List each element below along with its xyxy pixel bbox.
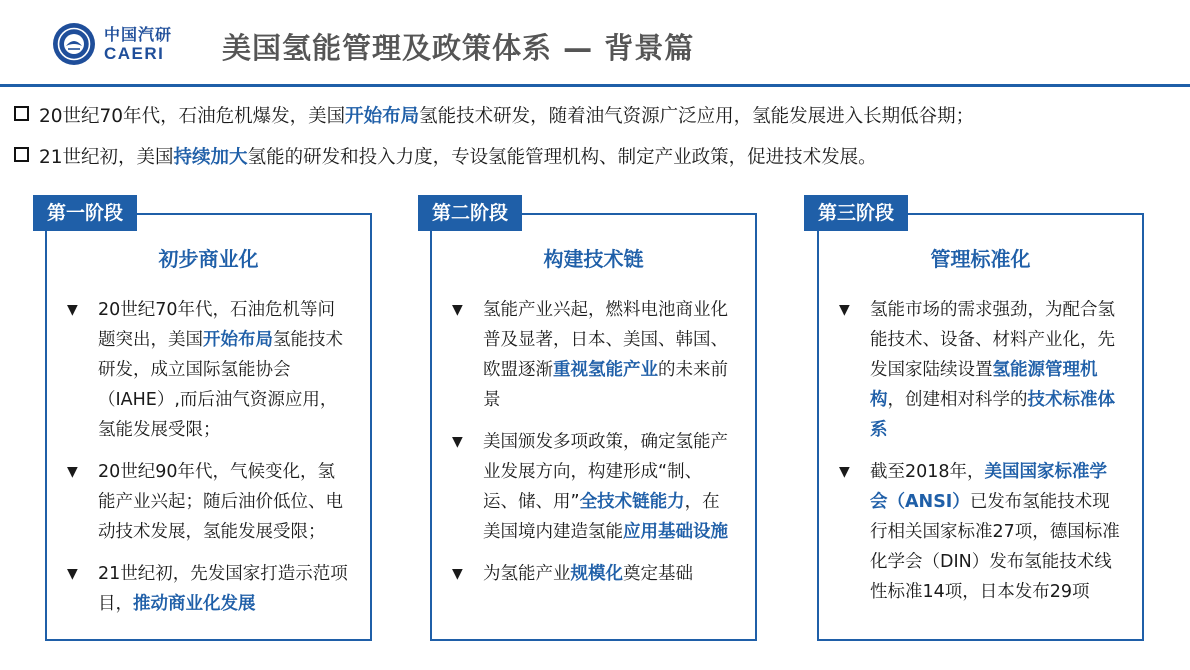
triangle-bullet-icon: ▼ (67, 302, 78, 318)
triangle-bullet-icon: ▼ (452, 566, 463, 582)
stage-3-tab: 第三阶段 (804, 195, 908, 231)
stage-2-subtitle: 构建技术链 (543, 247, 644, 271)
triangle-bullet-icon: ▼ (67, 464, 78, 480)
bullet-text: 氢能技术研发，随着油气资源广泛应用，氢能发展进入长期低谷期； (419, 106, 975, 127)
stage-3-card (817, 213, 1144, 641)
stage-1-tab: 第一阶段 (33, 195, 137, 231)
stage-3-items (837, 295, 1124, 619)
logo-english-name: CAERI (104, 44, 165, 63)
list-item: ▼ 20世纪90年代，气候变化，氢能产业兴起；随后油价低位、电动技术发展，氢能发展受限； (65, 457, 352, 547)
bullet-highlight: 持续加大 (173, 147, 248, 168)
square-bullet-icon (14, 106, 29, 121)
list-item: ▼ 氢能市场的需求强劲，为配合氢能技术、设备、材料产业化，先发国家陆续设置氢能源管理机构，创建相对科学的技术标准体系 (837, 295, 1124, 445)
caeri-logo-icon (52, 22, 96, 66)
triangle-bullet-icon: ▼ (839, 302, 850, 318)
header-divider (0, 84, 1190, 87)
stage-1-subtitle: 初步商业化 (158, 247, 259, 271)
list-item: ▼ 为氢能产业规模化奠定基础 (450, 559, 737, 589)
stage-2-tab: 第二阶段 (418, 195, 522, 231)
logo-chinese-name: 中国汽研 (104, 25, 173, 44)
bullet-text: 20世纪70年代，石油危机爆发，美国 (39, 106, 346, 127)
list-item: ▼ 20世纪70年代，石油危机等问题突出，美国开始布局氢能技术研发，成立国际氢能协会（IAHE）,而后油气资源应用，氢能发展受限； (65, 295, 352, 445)
page-title: 美国氢能管理及政策体系 — 背景篇 (222, 31, 695, 65)
triangle-bullet-icon: ▼ (452, 434, 463, 450)
list-item: ▼ 美国颁发多项政策，确定氢能产业发展方向，构建形成“制、运、储、用”全技术链能力，在美国境内建造氢能应用基础设施 (450, 427, 737, 547)
header (0, 0, 1190, 86)
stage-1-items (65, 295, 352, 631)
square-bullet-icon (14, 147, 29, 162)
stage-1-card (45, 213, 372, 641)
intro-bullet-2 (14, 145, 877, 171)
bullet-highlight: 开始布局 (345, 106, 420, 127)
triangle-bullet-icon: ▼ (839, 464, 850, 480)
bullet-text: 21世纪初，美国 (39, 147, 174, 168)
list-item: ▼ 21世纪初，先发国家打造示范项目，推动商业化发展 (65, 559, 352, 619)
stage-3-subtitle: 管理标准化 (930, 247, 1031, 271)
list-item: ▼ 截至2018年，美国国家标准学会（ANSI）已发布氢能技术现行相关国家标准27项，德国标准化学会（DIN）发布氢能技术线性标准14项，日本发布29项 (837, 457, 1124, 607)
stage-2-card (430, 213, 757, 641)
triangle-bullet-icon: ▼ (67, 566, 78, 582)
stage-2-items (450, 295, 737, 601)
triangle-bullet-icon: ▼ (452, 302, 463, 318)
bullet-text: 氢能的研发和投入力度，专设氢能管理机构、制定产业政策，促进技术发展。 (247, 147, 877, 168)
list-item: ▼ 氢能产业兴起，燃料电池商业化普及显著，日本、美国、韩国、欧盟逐渐重视氢能产业的未来前景 (450, 295, 737, 415)
intro-bullet-1 (14, 104, 974, 130)
